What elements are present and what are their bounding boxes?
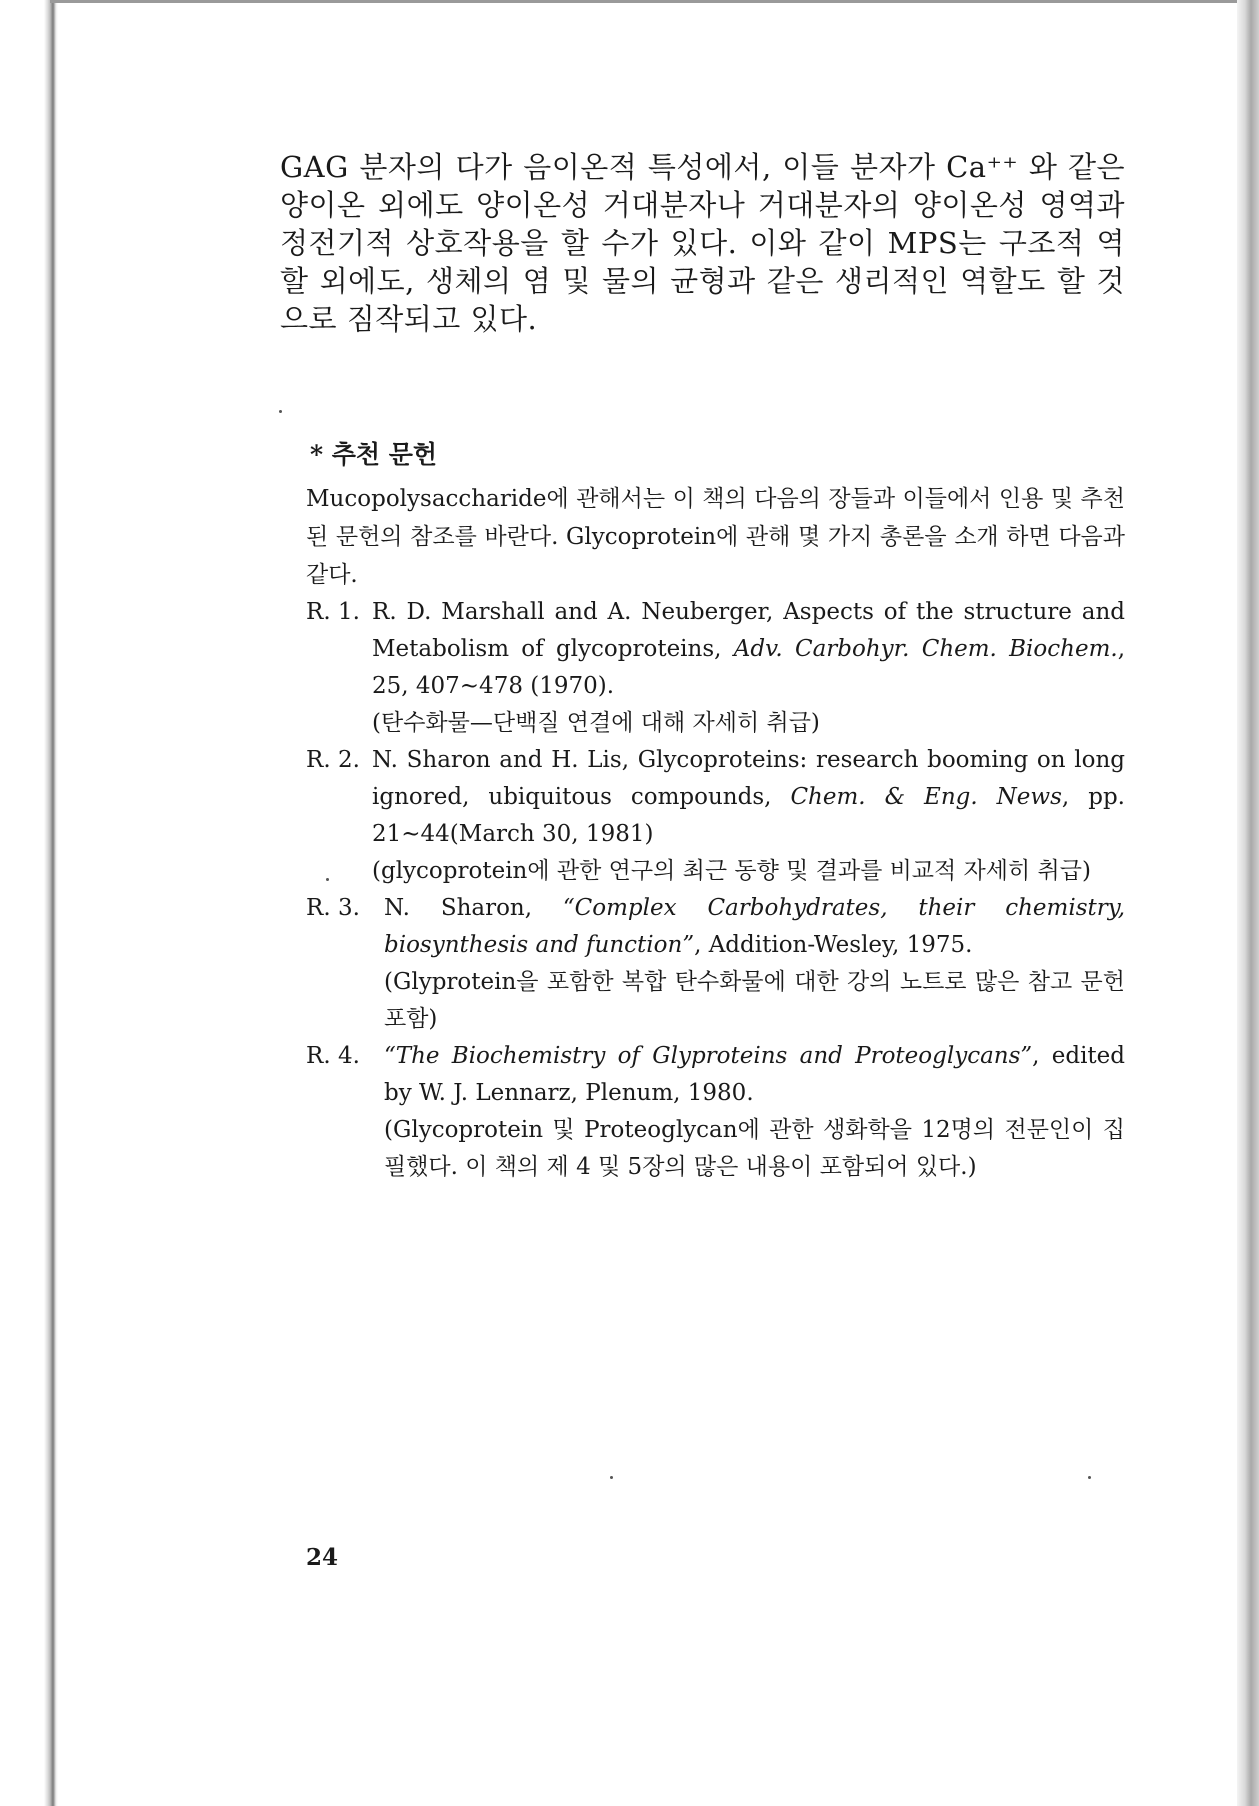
reference-tail: , 25, 407∼478 (1970). [372, 636, 1126, 699]
scan-speck [610, 1476, 613, 1479]
page-content [280, 148, 1125, 1186]
book-spine-left [0, 0, 58, 1806]
reference-note: (Glycoprotein 및 Proteoglycan에 관한 생화학을 12명의 전문인이 집필했다. 이 책의 제 4 및 5장의 많은 내용이 포함되어 있다.) [384, 1117, 1125, 1180]
reference-journal: Chem. & Eng. News [790, 784, 1062, 810]
scan-speck [326, 878, 329, 881]
reference-note: (탄수화물—단백질 연결에 대해 자세히 취급) [372, 710, 820, 736]
scan-speck [279, 410, 282, 413]
reference-item [280, 742, 1125, 890]
reference-journal: Adv. Carbohyr. Chem. Biochem. [733, 636, 1118, 662]
reference-item [280, 594, 1125, 742]
reference-number: R. 3. [306, 895, 360, 921]
reference-citation [372, 742, 1125, 853]
reference-authors-title: N. Sharon, [384, 895, 563, 921]
reference-journal: “Complex Carbohydrates, their chemistry, biosynthesis and function” [384, 895, 1126, 958]
reference-item [280, 1038, 1125, 1186]
reference-note: (glycoprotein에 관한 연구의 최근 동향 및 결과를 비교적 자세히 취급) [372, 858, 1091, 884]
reference-journal: “The Biochemistry of Glyproteins and Proteoglycans” [384, 1043, 1033, 1069]
scan-speck [1088, 1476, 1091, 1479]
reference-citation [372, 594, 1125, 705]
reference-number: R. 4. [306, 1043, 360, 1069]
reference-item [280, 890, 1125, 1038]
references-heading: * 추천 문헌 [310, 440, 438, 469]
reference-number: R. 2. [306, 747, 360, 773]
intro-paragraph: GAG 분자의 다가 음이온적 특성에서, 이들 분자가 Ca⁺⁺ 와 같은 양이온 외에도 양이온성 거대분자나 거대분자의 양이온성 영역과 정전기적 상호작용을 할 수가 있다. 이와 같이 MPS는 구조적 역할 외에도, 생체의 염 및 물의 균형과 같은 생리적인 역할도 할 것으로 짐작되고 있다. [280, 150, 1125, 336]
reference-authors-title: R. D. Marshall and A. Neuberger, Aspects of the structure and Metabolism of glycoproteins, [372, 599, 1125, 662]
references-intro: Mucopolysaccharide에 관해서는 이 책의 다음의 장들과 이들에서 인용 및 추천된 문헌의 참조를 바란다. Glycoprotein에 관해 몇 가지 총론을 소개 하면 다음과 같다. [306, 486, 1125, 588]
reference-authors-title: N. Sharon and H. Lis, Glycoproteins: research booming on long ignored, ubiquitous compounds, [372, 747, 1125, 810]
reference-citation [372, 890, 1125, 964]
reference-citation [372, 1038, 1125, 1112]
book-edge-right [1237, 0, 1259, 1806]
reference-tail: , edited by W. J. Lennarz, Plenum, 1980. [384, 1043, 1125, 1106]
reference-number: R. 1. [306, 599, 360, 625]
reference-note: (Glyprotein을 포함한 복합 탄수화물에 대한 강의 노트로 많은 참고 문헌 포함) [384, 969, 1125, 1032]
page-number: 24 [306, 1544, 339, 1571]
reference-tail: , Addition-Wesley, 1975. [694, 932, 973, 958]
reference-tail: , pp. 21∼44(March 30, 1981) [372, 784, 1125, 847]
